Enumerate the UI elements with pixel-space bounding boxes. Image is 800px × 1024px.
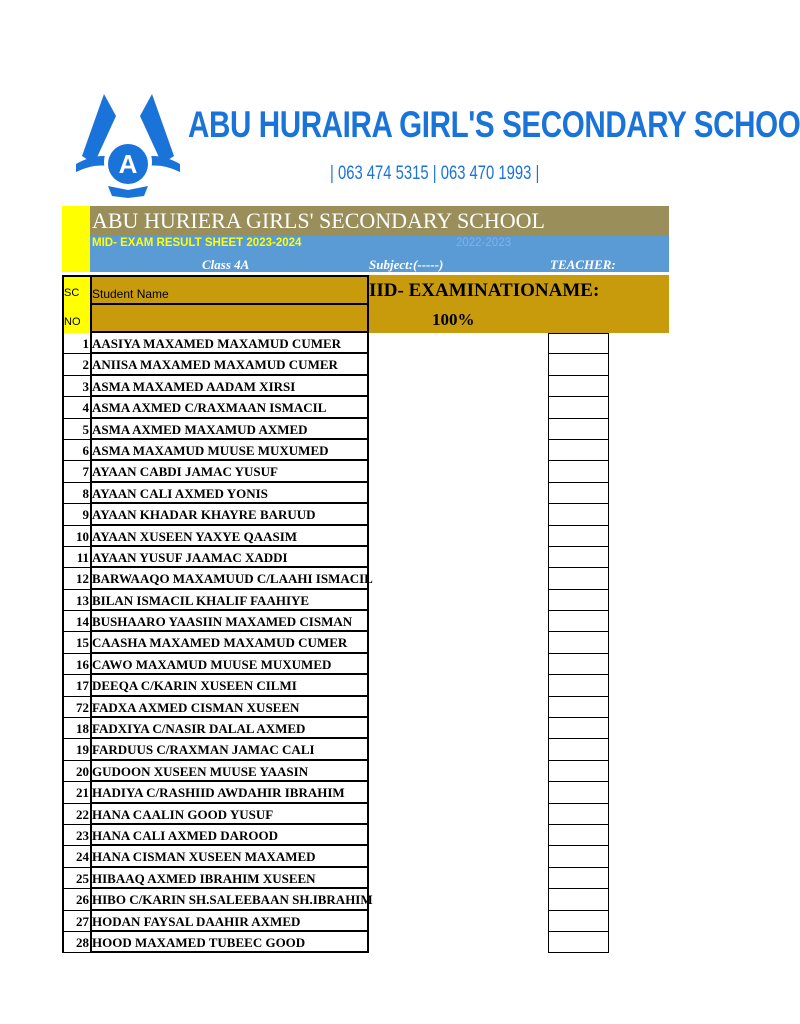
table-row <box>62 376 622 397</box>
student-number-cell: 18 <box>62 718 90 739</box>
exam-result-sheet-title: MID- EXAM RESULT SHEET 2023-2024 <box>92 237 302 249</box>
logo-letter: A <box>118 149 138 179</box>
student-number-cell: 20 <box>62 761 90 782</box>
score-input-cell[interactable] <box>548 547 609 568</box>
student-number-cell: 22 <box>62 804 90 825</box>
table-row <box>62 825 622 846</box>
score-input-cell[interactable] <box>548 376 609 397</box>
table-row <box>62 632 622 653</box>
score-input-cell[interactable] <box>548 504 609 525</box>
student-number-cell: 7 <box>62 461 90 482</box>
table-row <box>62 718 622 739</box>
table-row <box>62 333 622 354</box>
student-number-cell: 8 <box>62 483 90 504</box>
student-name: BILAN ISMACIL KHALIF FAAHIYE <box>92 592 310 608</box>
student-number-cell: 14 <box>62 611 90 632</box>
score-input-cell[interactable] <box>548 932 609 953</box>
table-row <box>62 654 622 675</box>
table-row <box>62 782 622 803</box>
student-number-cell: 28 <box>62 932 90 953</box>
score-input-cell[interactable] <box>548 654 609 675</box>
student-name: BARWAAQO MAXAMUUD C/LAAHI ISMACIL <box>92 571 373 587</box>
student-name: AYAAN KHADAR KHAYRE BARUUD <box>92 507 316 523</box>
score-input-cell[interactable] <box>548 697 609 718</box>
teacher-label: TEACHER: <box>550 257 616 272</box>
score-input-cell[interactable] <box>548 911 609 932</box>
student-number-cell: 19 <box>62 739 90 760</box>
table-row <box>62 611 622 632</box>
student-number-cell: 15 <box>62 632 90 653</box>
student-number-cell: 11 <box>62 547 90 568</box>
student-number-cell: 72 <box>62 697 90 718</box>
table-row <box>62 739 622 760</box>
student-name: AASIYA MAXAMED MAXAMUD CUMER <box>92 336 342 351</box>
score-input-cell[interactable] <box>548 354 609 375</box>
student-name: AYAAN CALI AXMED YONIS <box>92 485 268 501</box>
table-row <box>62 440 622 461</box>
score-input-cell[interactable] <box>548 419 609 440</box>
score-input-cell[interactable] <box>548 632 609 653</box>
sheet-school-title: ABU HURIERA GIRLS' SECONDARY SCHOOL <box>92 208 545 233</box>
student-number-cell: 3 <box>62 376 90 397</box>
header-yellow-strip <box>62 206 90 272</box>
table-row <box>62 804 622 825</box>
student-name: GUDOON XUSEEN MUUSE YAASIN <box>92 763 309 779</box>
score-input-cell[interactable] <box>548 782 609 803</box>
student-name: ASMA AXMED C/RAXMAAN ISMACIL <box>92 400 327 416</box>
score-input-cell[interactable] <box>548 568 609 589</box>
score-input-cell[interactable] <box>548 461 609 482</box>
student-number-cell: 16 <box>62 654 90 675</box>
sc-header-text: SC <box>64 287 80 299</box>
student-number-cell: 12 <box>62 568 90 589</box>
student-name: ASMA MAXAMUD MUUSE MUXUMED <box>92 442 329 458</box>
table-row <box>62 547 622 568</box>
score-input-cell[interactable] <box>548 846 609 867</box>
table-row <box>62 590 622 611</box>
score-input-cell[interactable] <box>548 761 609 782</box>
score-input-cell[interactable] <box>548 611 609 632</box>
score-input-cell[interactable] <box>548 718 609 739</box>
student-name: FARDUUS C/RAXMAN JAMAC CALI <box>92 742 315 758</box>
table-row <box>62 397 622 418</box>
student-number-cell: 13 <box>62 590 90 611</box>
table-row <box>62 889 622 910</box>
score-input-cell[interactable] <box>548 526 609 547</box>
student-number-cell: 1 <box>62 333 90 354</box>
student-number-cell: 21 <box>62 782 90 803</box>
student-name: CAASHA MAXAMED MAXAMUD CUMER <box>92 635 348 651</box>
table-row <box>62 504 622 525</box>
student-name: HIBO C/KARIN SH.SALEEBAAN SH.IBRAHIM <box>92 892 373 908</box>
score-input-cell[interactable] <box>548 675 609 696</box>
student-name: AYAAN XUSEEN YAXYE QAASIM <box>92 528 298 544</box>
student-number-cell: 24 <box>62 846 90 867</box>
student-number-cell: 10 <box>62 526 90 547</box>
student-number-cell: 6 <box>62 440 90 461</box>
score-input-cell[interactable] <box>548 825 609 846</box>
table-row <box>62 483 622 504</box>
student-number-cell: 4 <box>62 397 90 418</box>
table-row <box>62 526 622 547</box>
score-input-cell[interactable] <box>548 739 609 760</box>
student-name: ANIISA MAXAMED MAXAMUD CUMER <box>92 357 338 373</box>
table-row <box>62 419 622 440</box>
score-input-cell[interactable] <box>548 868 609 889</box>
student-number-cell: 9 <box>62 504 90 525</box>
student-name: ASMA AXMED MAXAMUD AXMED <box>92 421 308 437</box>
school-phone-numbers: | 063 474 5315 | 063 470 1993 | <box>330 163 540 184</box>
student-number-cell: 17 <box>62 675 90 696</box>
table-row <box>62 932 622 953</box>
exam-name-header: IID- EXAMINATIONAME: <box>369 280 600 301</box>
table-row <box>62 697 622 718</box>
student-name: HOOD MAXAMED TUBEEC GOOD <box>92 934 306 950</box>
score-input-cell[interactable] <box>548 397 609 418</box>
student-name-header-cell-lower <box>90 305 369 333</box>
table-row <box>62 461 622 482</box>
table-row <box>62 761 622 782</box>
student-name: BUSHAARO YAASIIN MAXAMED CISMAN <box>92 614 353 630</box>
student-name: HIBAAQ AXMED IBRAHIM XUSEEN <box>92 870 316 886</box>
score-input-cell[interactable] <box>548 333 609 354</box>
student-name: AYAAN CABDI JAMAC YUSUF <box>92 464 278 480</box>
faded-year-label: 2022-2023 <box>456 237 511 249</box>
student-number-cell: 27 <box>62 911 90 932</box>
class-label: Class 4A <box>202 257 250 272</box>
student-name: HADIYA C/RASHIID AWDAHIR IBRAHIM <box>92 785 345 801</box>
score-input-cell[interactable] <box>548 804 609 825</box>
student-name: CAWO MAXAMUD MUUSE MUXUMED <box>92 656 332 672</box>
table-row <box>62 911 622 932</box>
school-banner-name: ABU HURAIRA GIRL'S SECONDARY SCHOO <box>188 104 800 145</box>
student-number-cell: 25 <box>62 868 90 889</box>
score-input-cell[interactable] <box>548 440 609 461</box>
student-name: ASMA MAXAMED AADAM XIRSI <box>92 378 296 394</box>
no-header-text: NO <box>64 316 81 328</box>
student-number-cell: 26 <box>62 889 90 910</box>
student-name: FADXA AXMED CISMAN XUSEEN <box>92 699 300 715</box>
table-row <box>62 868 622 889</box>
student-name: FADXIYA C/NASIR DALAL AXMED <box>92 721 306 737</box>
student-name: HANA CALI AXMED DAROOD <box>92 827 278 843</box>
student-number-cell: 2 <box>62 354 90 375</box>
student-number-cell: 23 <box>62 825 90 846</box>
school-logo-icon <box>74 86 182 198</box>
score-input-cell[interactable] <box>548 483 609 504</box>
subject-label: Subject:(-----) <box>369 257 444 272</box>
student-name: DEEQA C/KARIN XUSEEN CILMI <box>92 678 297 694</box>
student-name-header: Student Name <box>92 287 169 301</box>
student-name: AYAAN YUSUF JAAMAC XADDI <box>92 549 288 565</box>
exam-percent-header: 100% <box>432 310 475 329</box>
student-name: HANA CAALIN GOOD YUSUF <box>92 806 274 822</box>
student-number-cell: 5 <box>62 419 90 440</box>
student-table <box>62 333 622 953</box>
table-row <box>62 568 622 589</box>
score-input-cell[interactable] <box>548 590 609 611</box>
student-name: HANA CISMAN XUSEEN MAXAMED <box>92 849 316 865</box>
student-name: HODAN FAYSAL DAAHIR AXMED <box>92 913 301 929</box>
score-input-cell[interactable] <box>548 889 609 910</box>
table-row <box>62 354 622 375</box>
table-row <box>62 675 622 696</box>
table-row <box>62 846 622 867</box>
